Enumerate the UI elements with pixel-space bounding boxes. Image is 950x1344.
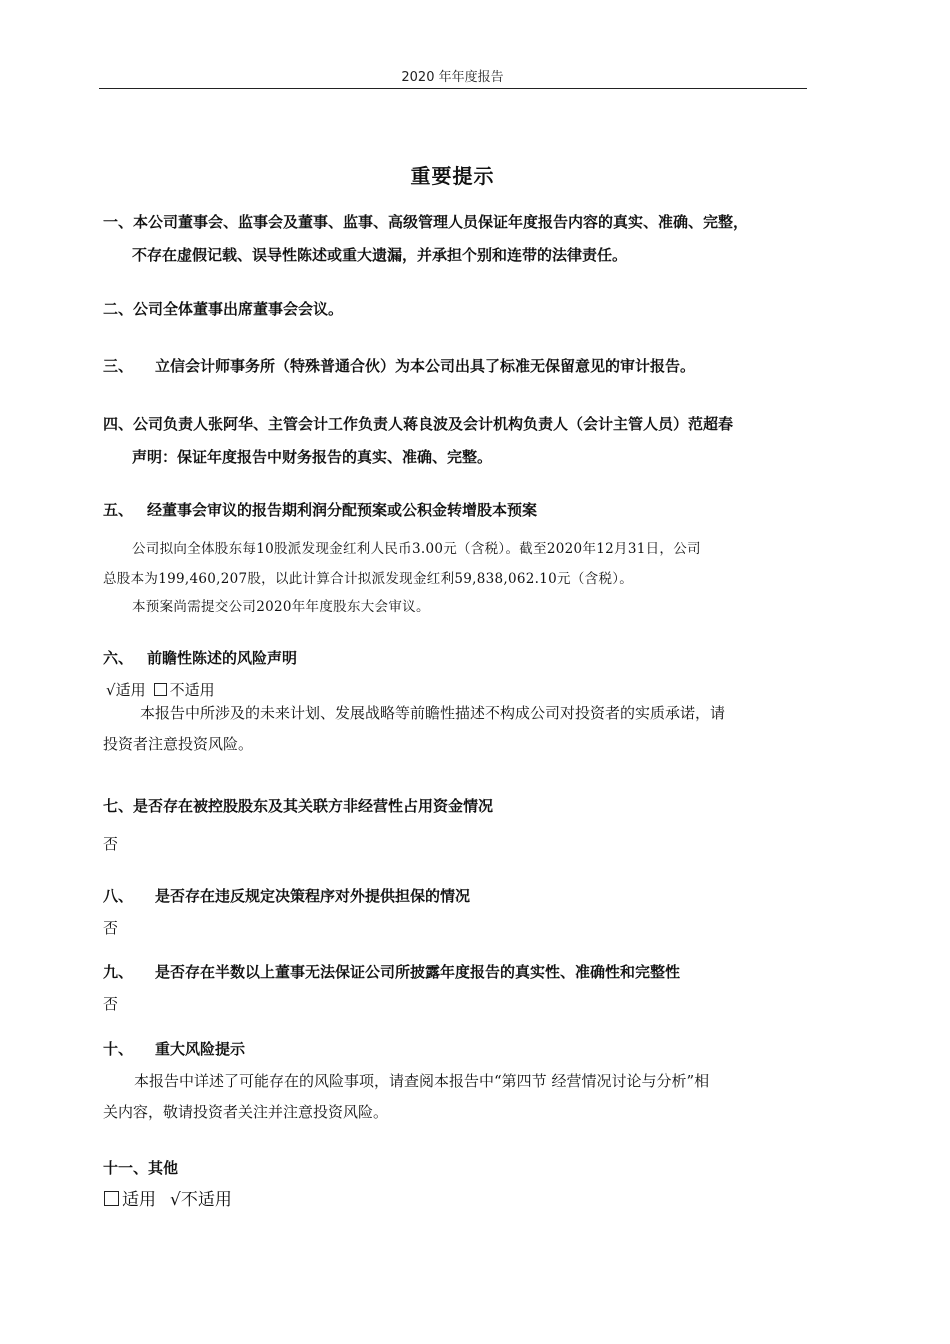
applicable-label: 适用 bbox=[115, 681, 146, 699]
section-title: 重大风险提示 bbox=[155, 1040, 246, 1058]
section-11-heading bbox=[103, 1158, 178, 1178]
section-5-paragraph-1-line-2: 总股本为199,460,207股，以此计算合计拟派发现金红利59,838,062.10元（含税）。 bbox=[103, 571, 634, 587]
section-9-answer: 否 bbox=[103, 995, 119, 1013]
section-number: 三、 bbox=[103, 357, 134, 375]
section-number: 一、 bbox=[103, 213, 134, 231]
empty-checkbox-icon bbox=[104, 1191, 119, 1206]
section-4-heading bbox=[103, 414, 733, 434]
section-title: 前瞻性陈述的风险声明 bbox=[147, 649, 298, 667]
section-5-paragraph-1-line-1: 公司拟向全体股东每10股派发现金红利人民币3.00元（含税）。截至2020年12月31日，公司 bbox=[132, 541, 701, 557]
section-11-applicability bbox=[104, 1190, 232, 1210]
section-title: 是否存在半数以上董事无法保证公司所披露年度报告的真实性、准确性和完整性 bbox=[155, 963, 681, 981]
section-6-paragraph-line-1: 本报告中所涉及的未来计划、发展战略等前瞻性描述不构成公司对投资者的实质承诺，请 bbox=[140, 704, 726, 722]
section-6-applicability bbox=[106, 680, 215, 700]
page-title: 重要提示 bbox=[410, 164, 495, 188]
section-2-heading bbox=[103, 299, 343, 319]
check-mark-icon: √ bbox=[170, 1190, 181, 1210]
applicable-label: 适用 bbox=[122, 1190, 156, 1210]
section-10-heading bbox=[103, 1039, 245, 1059]
section-text: 公司负责人张阿华、主管会计工作负责人蒋良波及会计机构负责人（会计主管人员）范超春 bbox=[133, 415, 734, 433]
section-5-heading bbox=[103, 500, 537, 520]
section-text: 本公司董事会、监事会及董事、监事、高级管理人员保证年度报告内容的真实、准确、完整， bbox=[133, 213, 749, 231]
not-applicable-label: 不适用 bbox=[169, 681, 215, 699]
section-text: 立信会计师事务所（特殊普通合伙）为本公司出具了标准无保留意见的审计报告。 bbox=[155, 357, 696, 375]
not-applicable-label: 不适用 bbox=[180, 1190, 232, 1210]
section-10-paragraph-line-2: 关内容，敬请投资者关注并注意投资风险。 bbox=[103, 1103, 389, 1121]
page-header-title: 2020 年年度报告 bbox=[401, 70, 504, 85]
section-10-paragraph-line-1: 本报告中详述了可能存在的风险事项，请查阅本报告中“第四节 经营情况讨论与分析”相 bbox=[134, 1072, 710, 1090]
section-number: 四、 bbox=[103, 415, 134, 433]
empty-checkbox-icon bbox=[154, 683, 167, 696]
section-title: 其他 bbox=[148, 1159, 179, 1177]
section-5-paragraph-2: 本预案尚需提交公司2020年年度股东大会审议。 bbox=[132, 599, 430, 615]
header-rule bbox=[99, 88, 807, 89]
section-1-heading bbox=[103, 212, 748, 232]
section-title: 经董事会审议的报告期利润分配预案或公积金转增股本预案 bbox=[147, 501, 538, 519]
section-7-answer: 否 bbox=[103, 835, 119, 853]
section-text: 公司全体董事出席董事会会议。 bbox=[133, 300, 344, 318]
check-mark-icon: √ bbox=[106, 681, 116, 699]
section-4-continuation: 声明：保证年度报告中财务报告的真实、准确、完整。 bbox=[132, 448, 493, 466]
section-number: 二、 bbox=[103, 300, 134, 318]
section-9-heading bbox=[103, 962, 680, 982]
section-number: 九、 bbox=[103, 963, 134, 981]
section-title: 是否存在被控股股东及其关联方非经营性占用资金情况 bbox=[133, 797, 494, 815]
section-number: 十、 bbox=[103, 1040, 134, 1058]
section-title: 是否存在违反规定决策程序对外提供担保的情况 bbox=[155, 887, 471, 905]
section-7-heading bbox=[103, 796, 493, 816]
section-6-heading bbox=[103, 648, 297, 668]
section-number: 八、 bbox=[103, 887, 134, 905]
section-3-heading bbox=[103, 356, 695, 376]
section-1-continuation: 不存在虚假记载、误导性陈述或重大遗漏，并承担个别和连带的法律责任。 bbox=[132, 246, 628, 264]
section-number: 五、 bbox=[103, 501, 134, 519]
section-8-answer: 否 bbox=[103, 919, 119, 937]
section-6-paragraph-line-2: 投资者注意投资风险。 bbox=[103, 735, 254, 753]
section-number: 六、 bbox=[103, 649, 134, 667]
section-8-heading bbox=[103, 886, 470, 906]
section-number: 十一、 bbox=[103, 1159, 149, 1177]
section-number: 七、 bbox=[103, 797, 134, 815]
